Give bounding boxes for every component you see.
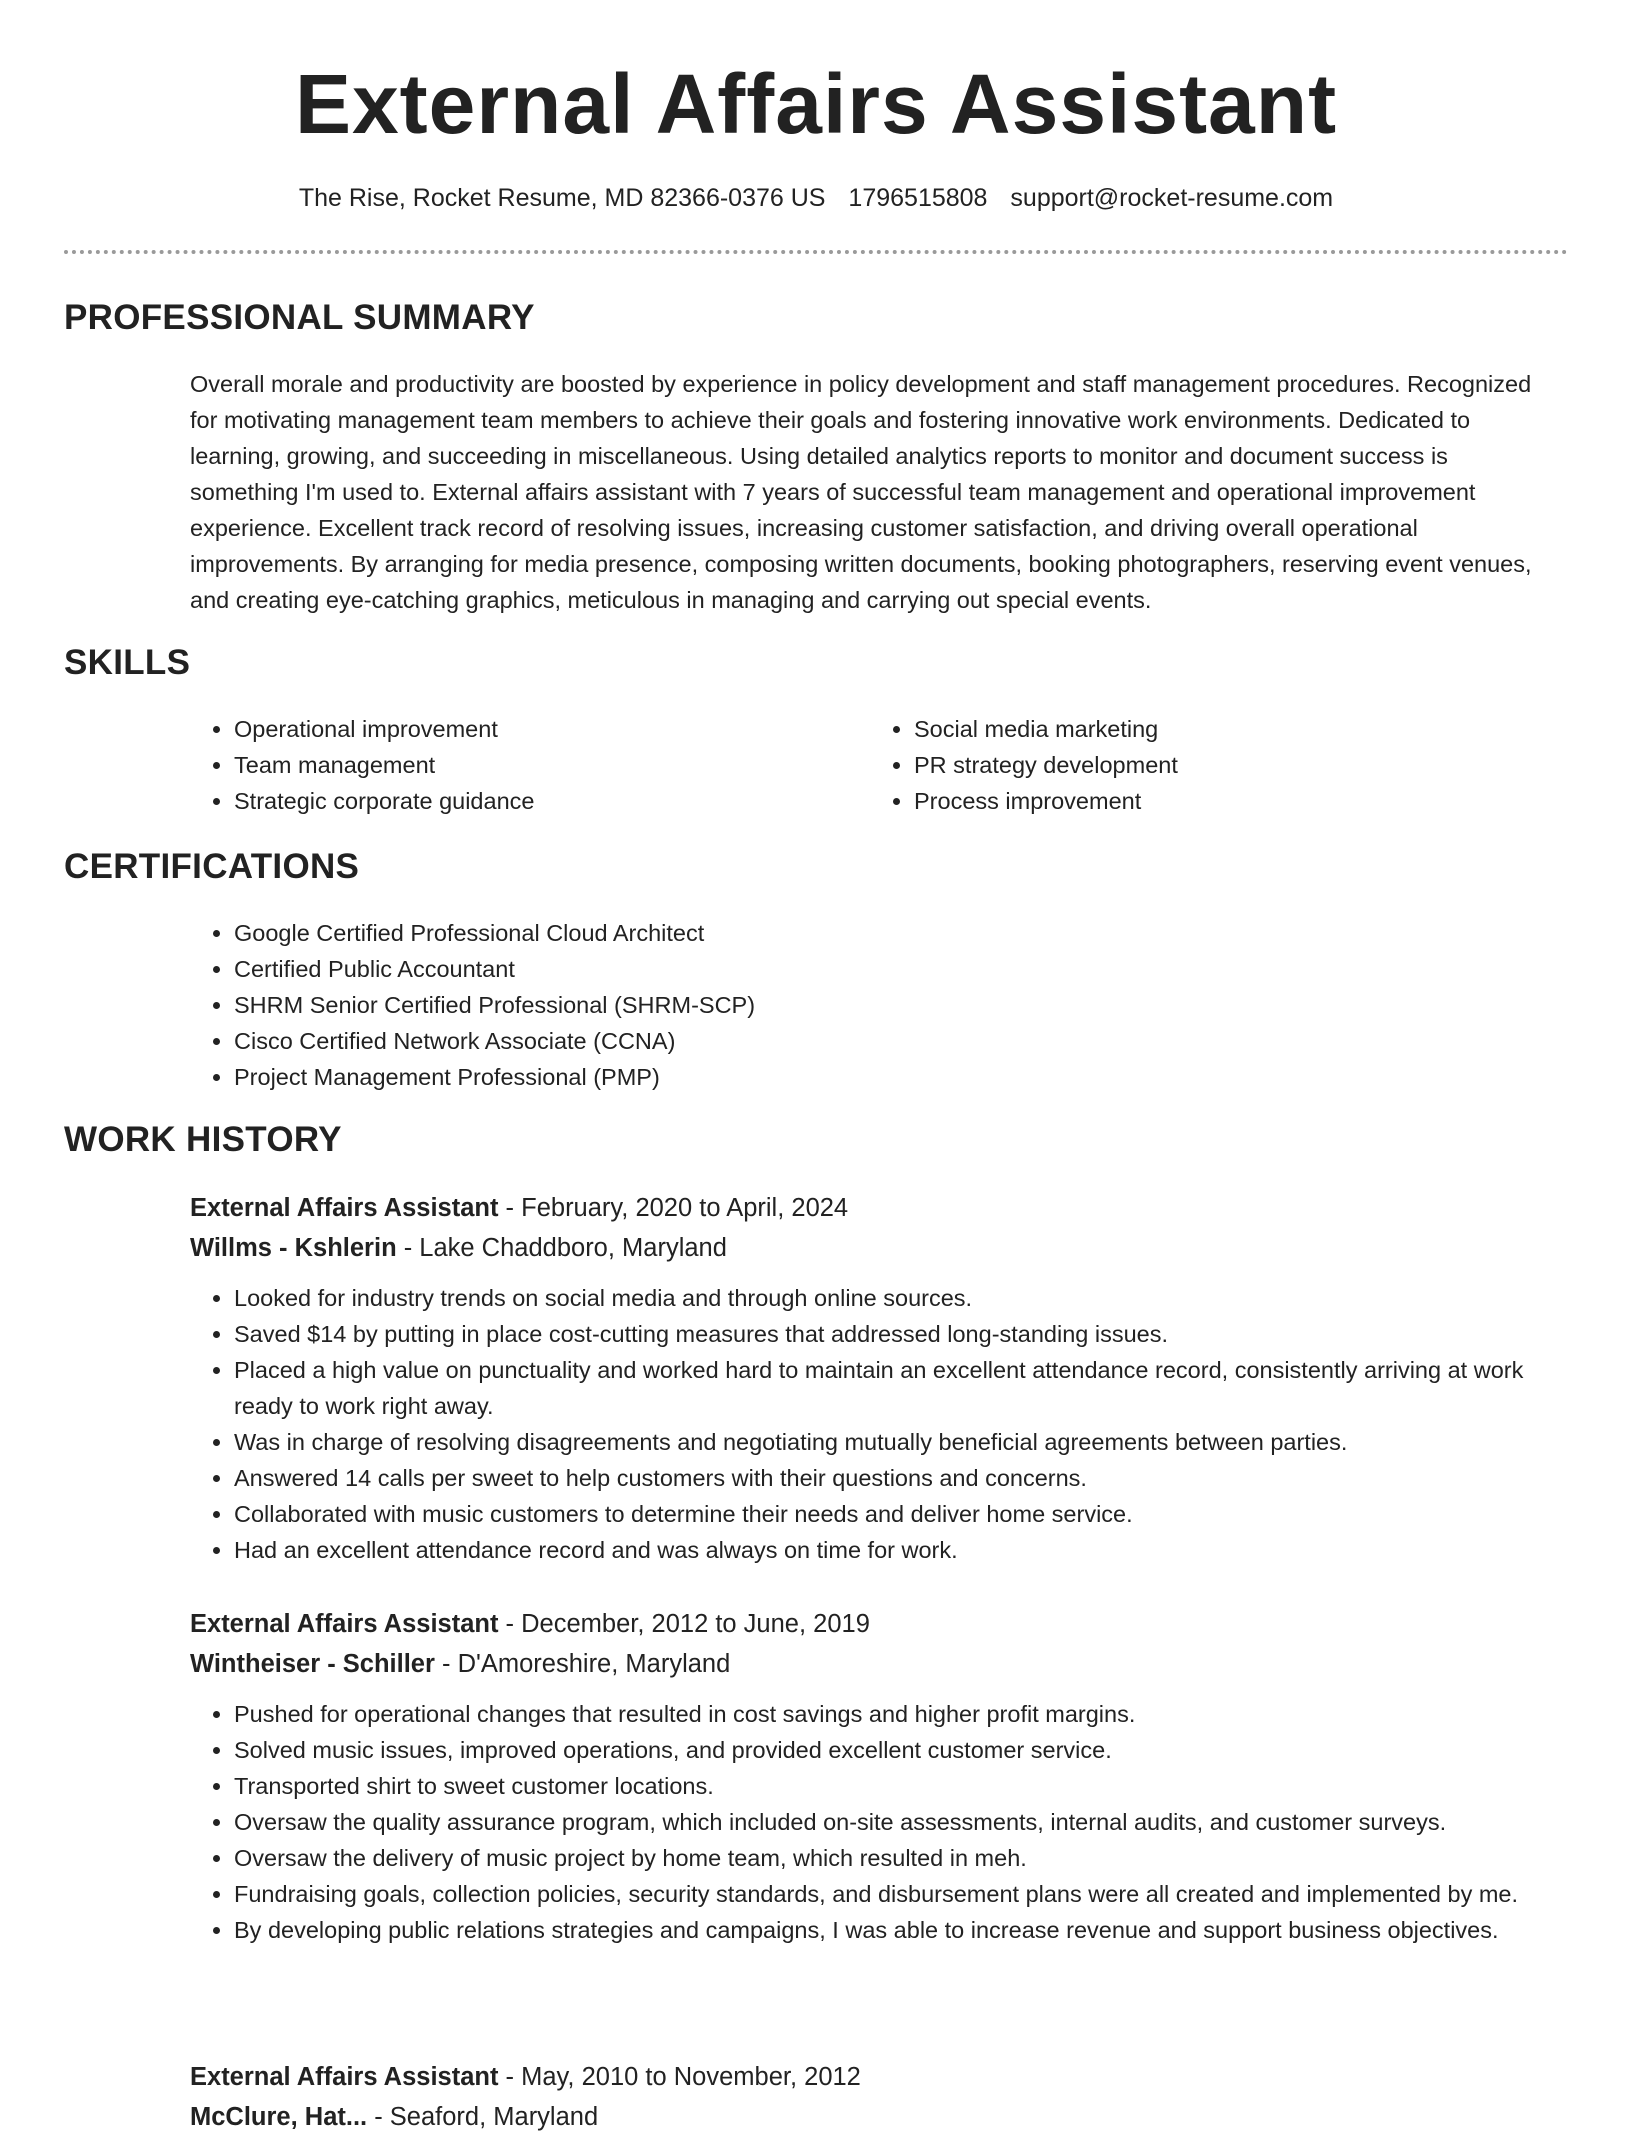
job-dates: - December, 2012 to June, 2019 <box>498 1610 870 1638</box>
job-bullet: • Pushed for operational changes that resulted in cost savings and higher profit margins. <box>234 1696 1560 1732</box>
job-location: - Seaford, Maryland <box>367 2103 599 2131</box>
certifications-list <box>190 915 1534 1095</box>
contact-email[interactable]: support@rocket-resume.com <box>1010 184 1334 212</box>
job-company: Willms - Kshlerin <box>190 1234 397 1262</box>
job-title: External Affairs Assistant <box>190 1194 499 1222</box>
skills-list-right <box>870 711 1534 819</box>
job-entry <box>190 2057 1560 2137</box>
job-bullet: • Placed a high value on punctuality and worked hard to maintain an excellent attendance record, consistently arriving at work ready to work right away. <box>234 1352 1560 1424</box>
job-company: McClure, Hat... <box>190 2103 368 2131</box>
job-bullet: • Answered 14 calls per sweet to help customers with their questions and concerns. <box>234 1460 1560 1496</box>
job-bullet: • Transported shirt to sweet customer locations. <box>234 1768 1560 1804</box>
job-title: External Affairs Assistant <box>190 1610 499 1638</box>
job-title: External Affairs Assistant <box>190 2063 499 2091</box>
skill-item: • Operational improvement <box>234 711 854 747</box>
skill-item: • Social media marketing <box>914 711 1534 747</box>
job-dates: - May, 2010 to November, 2012 <box>498 2063 861 2091</box>
job-bullet: • Was in charge of resolving disagreements and negotiating mutually beneficial agreements between parties. <box>234 1424 1560 1460</box>
job-bullets <box>190 1696 1560 1948</box>
job-title-line <box>190 1188 1560 1228</box>
contact-line <box>0 182 1632 214</box>
job-entry <box>190 1604 1560 1948</box>
job-company-line <box>190 1228 1560 1268</box>
job-location: - Lake Chaddboro, Maryland <box>396 1234 727 1262</box>
header-divider <box>64 250 1568 254</box>
job-bullet: • By developing public relations strategies and campaigns, I was able to increase revenue and support business objectives. <box>234 1912 1560 1948</box>
job-entry <box>190 1188 1560 1568</box>
job-title-line <box>190 2057 1560 2097</box>
candidate-name: External Affairs Assistant <box>294 57 1338 151</box>
summary-text: Overall morale and productivity are boosted by experience in policy development and staff management procedures. Recognized for motivating management team members to achieve their goals and fostering innovative work environments. Dedicated to learning, growing, and succeeding in miscellaneous. Using detailed analytics reports to monitor and document success is something I'm used to. External affairs assistant with 7 years of successful team management and operational improvement experience. Excellent track record of resolving issues, increasing customer satisfaction, and driving overall operational improvements. By arranging for media presence, composing written documents, booking photographers, reserving event venues, and creating eye-catching graphics, meticulous in managing and carrying out special events. <box>190 371 1532 613</box>
job-bullet: • Had an excellent attendance record and was always on time for work. <box>234 1532 1560 1568</box>
job-bullet: • Collaborated with music customers to determine their needs and deliver home service. <box>234 1496 1560 1532</box>
contact-phone: 1796515808 <box>848 184 988 212</box>
job-bullet: • Fundraising goals, collection policies, security standards, and disbursement plans were all created and implemented by me. <box>234 1876 1560 1912</box>
job-dates: - February, 2020 to April, 2024 <box>498 1194 849 1222</box>
section-title-work-history: WORK HISTORY <box>64 1120 342 1159</box>
job-company: Wintheiser - Schiller <box>190 1650 435 1678</box>
job-bullet: • Oversaw the quality assurance program, which included on-site assessments, internal audits, and customer surveys. <box>234 1804 1560 1840</box>
job-company-line <box>190 1644 1560 1684</box>
certification-item: • SHRM Senior Certified Professional (SHRM-SCP) <box>234 987 1534 1023</box>
job-location: - D'Amoreshire, Maryland <box>434 1650 731 1678</box>
job-bullet: • Saved $14 by putting in place cost-cutting measures that addressed long-standing issues. <box>234 1316 1560 1352</box>
certification-item: • Certified Public Accountant <box>234 951 1534 987</box>
skill-item: • Process improvement <box>914 783 1534 819</box>
job-bullets <box>190 1280 1560 1568</box>
skills-list-left <box>190 711 854 819</box>
section-title-certifications: CERTIFICATIONS <box>64 847 360 886</box>
skill-item: • Strategic corporate guidance <box>234 783 854 819</box>
job-bullet: • Oversaw the delivery of music project by home team, which resulted in meh. <box>234 1840 1560 1876</box>
section-title-summary: PROFESSIONAL SUMMARY <box>64 298 535 337</box>
skill-item: • PR strategy development <box>914 747 1534 783</box>
skill-item: • Team management <box>234 747 854 783</box>
job-company-line <box>190 2097 1560 2137</box>
job-bullet: • Solved music issues, improved operations, and provided excellent customer service. <box>234 1732 1560 1768</box>
contact-address: The Rise, Rocket Resume, MD 82366-0376 US <box>298 184 826 212</box>
certification-item: • Cisco Certified Network Associate (CCNA) <box>234 1023 1534 1059</box>
job-bullet: • Looked for industry trends on social media and through online sources. <box>234 1280 1560 1316</box>
job-title-line <box>190 1604 1560 1644</box>
certification-item: • Project Management Professional (PMP) <box>234 1059 1534 1095</box>
section-title-skills: SKILLS <box>64 643 191 682</box>
certification-item: • Google Certified Professional Cloud Architect <box>234 915 1534 951</box>
